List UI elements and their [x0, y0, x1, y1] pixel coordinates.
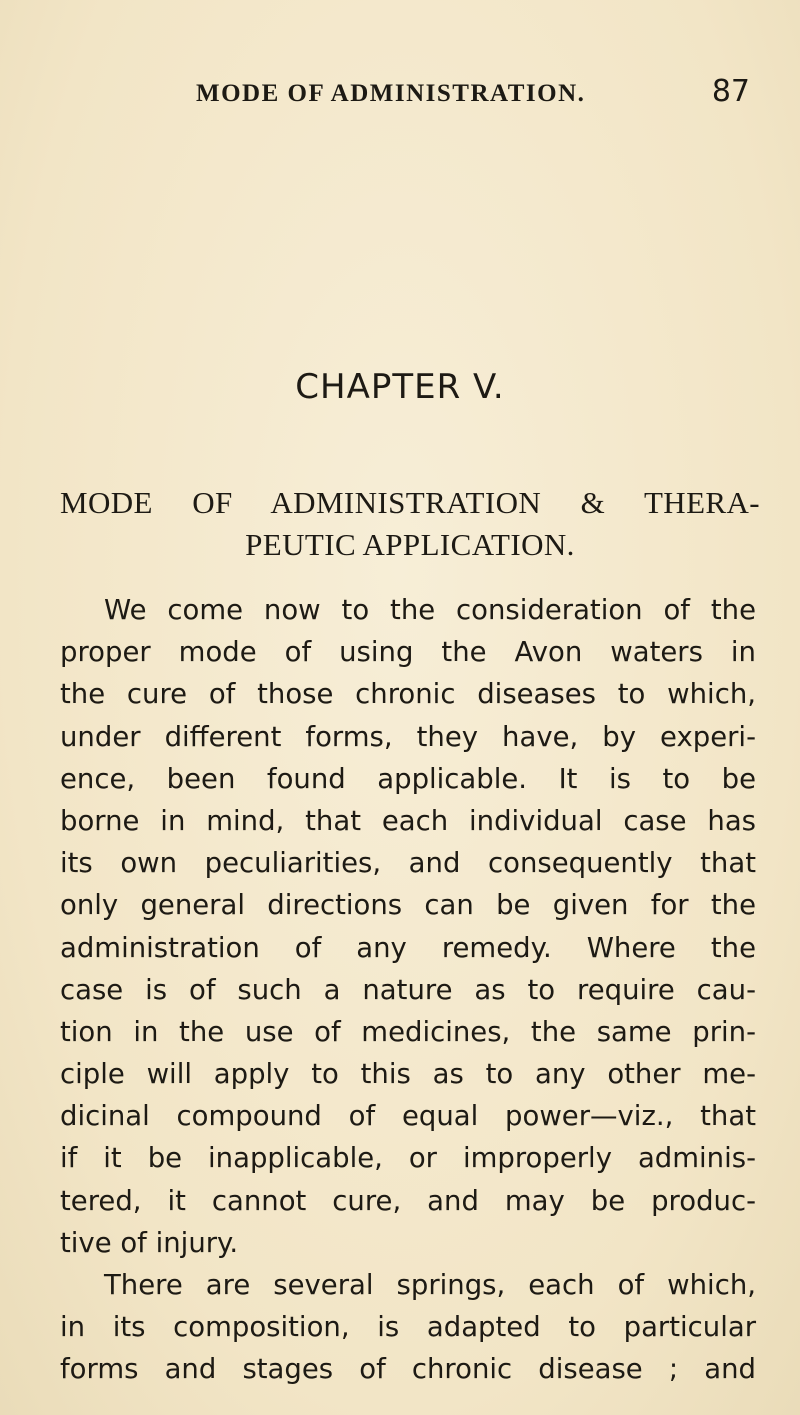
text-line: the cure of those chronic diseases to which, — [60, 678, 756, 711]
running-head-title: MODE OF ADMINISTRATION. — [196, 80, 586, 107]
text-line: ciple will apply to this as to any other me- — [60, 1058, 756, 1091]
text-line: borne in mind, that each individual case has — [60, 804, 756, 837]
text-line: under different forms, they have, by experi- — [60, 720, 756, 753]
text-line: if it be inapplicable, or improperly adminis- — [60, 1142, 756, 1175]
text-line: tive of injury. — [60, 1226, 239, 1259]
text-line: We come now to the consideration of the — [104, 594, 756, 626]
text-line: administration of any remedy. Where the — [60, 931, 756, 964]
text-line: There are several springs, each of which, — [104, 1269, 756, 1301]
text-line: proper mode of using the Avon waters in — [60, 636, 756, 669]
text-line: its own peculiarities, and consequently that — [60, 847, 756, 880]
text-line: dicinal compound of equal power—viz., that — [60, 1100, 756, 1133]
text-line: only general directions can be given for the — [60, 889, 756, 922]
text-line: ence, been found applicable. It is to be — [60, 762, 756, 795]
chapter-title-line: MODE OF ADMINISTRATION & THERA- — [60, 485, 760, 520]
text-line: tered, it cannot cure, and may be produc- — [60, 1184, 756, 1217]
text-line: tion in the use of medicines, the same prin- — [60, 1015, 756, 1048]
body-text — [60, 589, 756, 1391]
text-line: forms and stages of chronic disease ; and — [60, 1353, 756, 1386]
chapter-heading: CHAPTER V. — [295, 367, 505, 407]
page-number: 87 — [711, 74, 750, 109]
chapter-title-line: PEUTIC APPLICATION. — [245, 527, 575, 562]
running-head — [60, 76, 756, 116]
chapter-title — [60, 482, 760, 566]
text-line: in its composition, is adapted to particular — [60, 1311, 756, 1344]
text-line: case is of such a nature as to require cau- — [60, 973, 756, 1006]
